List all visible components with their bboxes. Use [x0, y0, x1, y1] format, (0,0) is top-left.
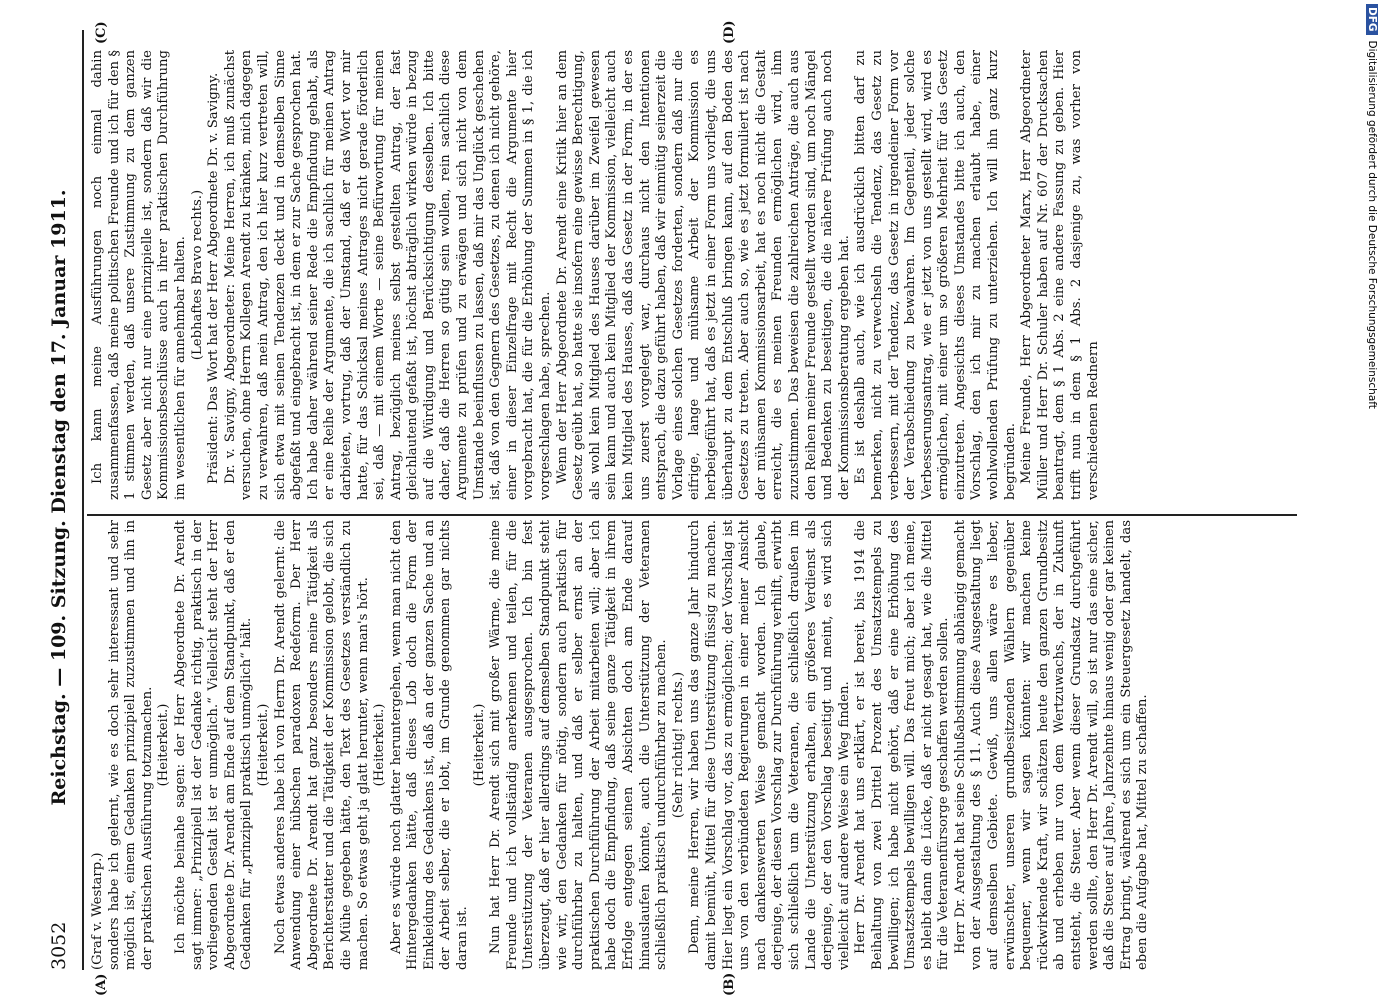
- margin-mark-c: (C): [94, 21, 109, 44]
- paragraph: Herr Dr. Arendt hat uns erklärt, er ist bereit, bis 1914 die Beihaltung von zwei Drittel Prozent des Umsatzstempels zu bewilligen; ich habe nicht gehört, daß er eine Erhöhung des Umsatzstempels bewilligen will. Das freut mich; aber ich meine, es bleibt dann die Lücke, daß er nicht gesagt hat, wie die Mittel für die Veteranenfürsorge geschaffen werden sollen.: [853, 520, 952, 970]
- paragraph: (Sehr richtig! rechts.): [670, 671, 686, 819]
- paragraph: Ich kann meine Ausführungen noch einmal dahin zusammenfassen, daß meine politischen Freunde und ich für den § 1 stimmen werden, daß unsere Zustimmung zu dem ganzen Gesetz aber nicht nur eine prinzipielle ist, sondern daß wir die Kommissionsbeschlüsse auch in ihrer praktischen Durchführung im wesentlichen für annehmbar halten.: [90, 50, 188, 500]
- paragraph: Präsident: Das Wort hat der Herr Abgeordnete Dr. v. Savigny.: [206, 72, 222, 484]
- paragraph: (Heiterkeit.): [471, 703, 487, 787]
- page-header: [44, 25, 78, 970]
- paragraph: Dr. v. Savigny, Abgeordneter: Meine Herren, ich muß zunächst versuchen, ohne Herrn Kollegen Arendt zu kränken, mich dagegen zu verwahren, daß mein Antrag, den ich hier kurz vertreten will, sich etwa mit seinen Tendenzen deckt und in demselben Sinne abgefaßt und eingebracht ist, in dem er zur Sache gesprochen hat. Ich habe daher während seiner Rede die Empfindung gehabt, als er eine Reihe der Argumente, die ich sachlich für meinen Antrag darbieten, vortrug, daß der Umstand, daß er das Wort vor mir hatte, für das Schicksal meines Antrages nicht gerade förderlich sei, daß — mit einem Worte — seine Befürwortung für meinen Antrag, bezüglich meines selbst gestellten Antrag, der fast gleichlautend gefaßt ist, höchst abträglich wirken würde in bezug auf die Würdigung und Berücksichtigung desselben. Ich bitte daher, daß die Herren so gütig sein wollen, rein sachlich diese Argumente zu prüfen und zu erwägen und sich nicht von dem Umstande beeinflussen zu lassen, daß mir das Unglück geschehen ist, daß von den Gegnern des Gesetzes, zu denen ich nicht gehöre, einer in dieser Einzelfrage mit Recht die Argumente hier vorgebracht hat, die für die Erhöhung der Summen in § 1, die ich vorgeschlagen habe, sprechen.: [222, 50, 554, 500]
- left-column: [90, 520, 1295, 970]
- rotated-page-content: [32, 0, 1322, 1000]
- page-title: Reichstag. — 109. Sitzung. Dienstag den 17. Januar 1911.: [48, 189, 70, 806]
- margin-mark-b: (B): [722, 972, 737, 996]
- paragraph: Es ist deshalb auch, wie ich ausdrücklich bitten darf zu bemerken, nicht zu verwechseln die Tendenz, das Gesetz zu verbessern, mit der Tendenz, das Gesetz in irgendeiner Form vor der Verabschiedung zu bewahren. Im Gegenteil, jeder solche Verbesserungsantrag, wie er jetzt von uns gestellt wird, wird es ermöglichen, mit einer um so größeren Mehrheit für das Gesetz einzutreten. Angesichts dieses Umstandes bitte ich auch, den Vorschlag, den ich mir zu machen erlaubt habe, einer wohlwollenden Prüfung zu unterziehen. Ich will ihn ganz kurz begründen.: [853, 50, 1018, 500]
- header-divider: [82, 30, 84, 970]
- page-number: 3052: [48, 921, 70, 970]
- paragraph: Aber es würde noch glatter heruntergehen, wenn man nicht den Hintergedanken hätte, daß dieses Lob doch die Form der Einkleidung des Gedankens ist, daß an der ganzen Sache und an der Arbeit selber, die er lobt, im Grunde genommen gar nichts daran ist.: [388, 520, 471, 970]
- paragraph: Herr Dr. Arendt hat seine Schlußabstimmung abhängig gemacht von der Ausgestaltung des § 11. Auch diese Ausgestaltung liegt auf demselben Gebiete. Gewiß, uns allen wäre es lieber, erwünschter, unseren grundbesitzenden Wählern gegenüber bequemer, wenn wir sagen könnten: wir machen keine rückwirkende Kraft, wir schätzen heute den ganzen Grundbesitz ab und erheben nur von dem Wertzuwachs, der in Zukunft entsteht, die Steuer. Aber wenn dieser Grundsatz durchgeführt werden sollte, den Herr Dr. Arendt will, so ist nur das eine sicher, daß die Steuer auf Jahre, Jahrzehnte hinaus wenig oder gar keinen Ertrag bringt, während es sich um ein Steuergesetz handelt, das eben die Aufgabe hat, Mittel zu schaffen.: [952, 520, 1151, 970]
- column-divider: [87, 514, 1297, 516]
- paragraph: (Lebhaftes Bravo rechts.): [189, 189, 205, 361]
- paragraph: (Heiterkeit.): [255, 703, 271, 787]
- dfg-logo: DFG: [1366, 4, 1378, 35]
- paragraph: (Heiterkeit.): [372, 703, 388, 787]
- paragraph: Wenn der Herr Abgeordnete Dr. Arendt eine Kritik hier an dem Gesetz geübt hat, so hatte sie insofern eine gewisse Berechtigung, als wohl kein Mitglied des Hauses darüber im Zweifel gewesen sein kann und auch kein Mitglied der Kommission, vielleicht auch kein Mitglied des Hauses, daß das Gesetz in der Form, in der es uns zuerst vorgelegt war, durchaus nicht den Intentionen entsprach, die dazu geführt haben, daß wir einmütig seinerzeit die Vorlage eines solchen Gesetzes forderten, sondern daß nur die eifrige, lange und mühsame Arbeit der Kommission es herbeigeführt hat, daß es jetzt in einer Form uns vorliegt, die uns überhaupt zu dem Entschluß bringen kann, auf den Boden des Gesetzes zu treten. Aber auch so, wie es jetzt formuliert ist nach der mühsamen Kommissionsarbeit, hat es noch nicht die Gestalt erreicht, die es meinen Freunden ermöglichen wird, ihm zuzustimmen. Das beweisen die zahlreichen Anträge, die auch aus den Reihen meiner Freunde gestellt worden sind, um noch Mängel und Bedenken zu beseitigen, die die nähere Prüfung auch noch der Kommissionsberatung ergeben hat.: [554, 50, 852, 500]
- paragraph: (Heiterkeit.): [156, 703, 172, 787]
- margin-mark-d: (D): [722, 20, 737, 44]
- paragraph: Denn, meine Herren, wir haben uns das ganze Jahr hindurch damit bemüht, Mittel für diese Unterstützung flüssig zu machen. Hier liegt ein Vorschlag vor, das zu ermöglichen; der Vorschlag ist uns von den verbündeten Regierungen in einer meiner Ansicht nach dankenswerten Weise gemacht worden. Ich glaube, derjenige, der diesen Vorschlag zur Durchführung verhilft, erwirbt sich schließlich um die Veteranen, die schließlich draußen im Lande die Unterstützung erhalten, ein größeres Verdienst als derjenige, der den Vorschlag beseitigt und meint, es wird sich vielleicht auf andere Weise ein Weg finden.: [687, 520, 852, 970]
- digitization-watermark: [1364, 4, 1378, 604]
- paragraph: (Graf v. Westarp.): [90, 852, 105, 970]
- right-column: [90, 50, 1295, 500]
- paragraph: Meine Freunde, Herr Abgeordneter Marx, Herr Abgeordneter Müller und Herr Dr. Schuler haben auf Nr. 607 der Drucksachen beantragt, dem § 1 Abs. 2 eine andere Fassung zu geben. Hier trifft nun in dem § 1 Abs. 2 dasjenige zu, was vorher von verschiedenen Rednern: [1019, 50, 1101, 500]
- paragraph: Nun hat Herr Dr. Arendt sich mit großer Wärme, die meine Freunde und ich vollständig anerkennen und teilen, für die Unterstützung der Veteranen ausgesprochen. Ich bin fest überzeugt, daß er hier allerdings auf demselben Standpunkt steht wie wir, den Gedanken für nötig, sondern auch praktisch für durchführbar zu halten, und daß er selber ernst an der praktischen Durchführung der Arbeit mitarbeiten will; aber ich habe doch die Empfindung, daß seine ganze Tätigkeit in ihrem Erfolge entgegen seinen Absichten doch am Ende darauf hinauslaufen könnte, auch die Unterstützung der Veteranen schließlich praktisch undurchführbar zu machen.: [488, 520, 670, 970]
- margin-mark-a: (A): [94, 973, 109, 996]
- paragraph: Noch etwas anderes habe ich von Herrn Dr. Arendt gelernt: die Anwendung einer hübschen paradoxen Redeform. Der Herr Abgeordnete Dr. Arendt hat ganz besonders meine Tätigkeit als Berichterstatter und die Tätigkeit der Kommission gelobt, die sich die Mühe gegeben hätte, den Text des Gesetzes verständlich zu machen. So etwas geht ja glatt herunter, wenn man's hört.: [272, 520, 371, 970]
- paragraph: Ich möchte beinahe sagen: der Herr Abgeordnete Dr. Arendt sagt immer: „Prinzipiell ist der Gedanke richtig, praktisch in der vorliegenden Gestalt ist er unmöglich.“ Vielleicht steht der Herr Abgeordnete Dr. Arendt am Ende auf dem Standpunkt, daß er den Gedanken für „prinzipiell praktisch unmöglich“ hält.: [172, 520, 255, 970]
- watermark-text: Digitalisierung gefördert durch die Deutsche Forschungsgemeinschaft: [1366, 40, 1378, 409]
- paragraph: sonders habe ich gelernt, wie es doch sehr interessant und sehr möglich ist, einem Gedanken prinzipiell zuzustimmen und ihn in der praktischen Ausführung totzumachen.: [106, 520, 155, 970]
